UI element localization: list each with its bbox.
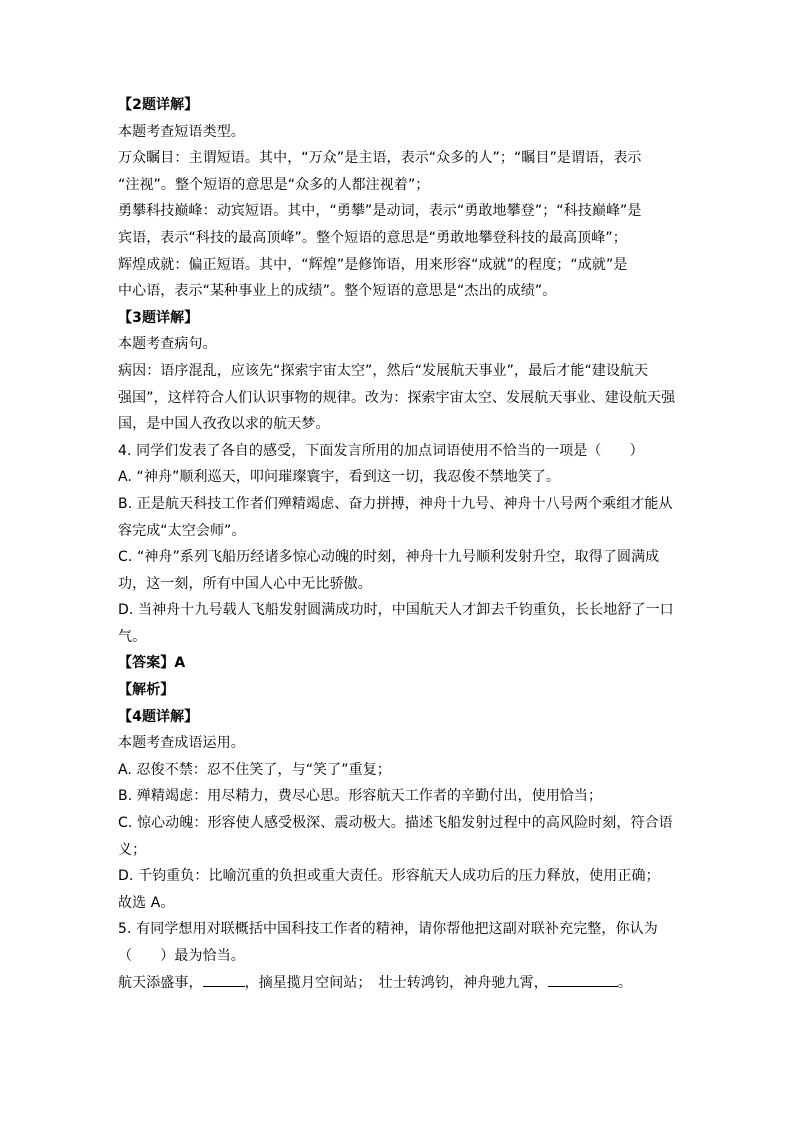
option-c-cont: 功，这一刻，所有中国人心中无比骄傲。 xyxy=(118,575,372,592)
question-5-stem: 5. 有同学想用对联概括中国科技工作者的精神，请你帮他把这副对联补充完整，你认为 xyxy=(118,921,658,938)
paragraph-line: 国，是中国人孜孜以求的航天梦。 xyxy=(118,416,330,433)
paragraph-line: 辉煌成就：偏正短语。其中，“辉煌”是修饰语，用来形容“成就”的程度；“成就”是 xyxy=(118,256,628,273)
paragraph-line: “注视”。整个短语的意思是“众多的人都注视着”； xyxy=(118,176,430,193)
paragraph-line: 本题考查成语运用。 xyxy=(118,735,245,752)
paragraph-line: C. 惊心动魄：形容使人感受极深、震动极大。描述飞船发射过程中的高风险时刻，符合语 xyxy=(118,815,673,832)
document-body xyxy=(118,92,678,996)
paragraph-line: 强国”，这样符合人们认识事物的规律。改为：探索宇宙太空、发展航天事业、建设航天强 xyxy=(118,389,676,406)
paragraph-line: 宾语，表示“科技的最高顶峰”。整个短语的意思是“勇敢地攀登科技的最高顶峰”； xyxy=(118,229,627,246)
paragraph-line: 病因：语序混乱，应该先“探索宇宙太空”，然后“发展航天事业”，最后才能“建设航天 xyxy=(118,362,649,379)
analysis-label: 【解析】 xyxy=(118,682,175,699)
option-c: C. “神舟”系列飞船历经诸多惊心动魄的时刻，神舟十九号顺利发射升空，取得了圆满成 xyxy=(118,549,660,566)
couplet-blank-1 xyxy=(203,972,245,987)
answer-label: 【答案】A xyxy=(118,655,186,672)
paragraph-line: 故选 A。 xyxy=(118,894,175,911)
question-4-stem: 4. 同学们发表了各自的感受，下面发言所用的加点词语使用不恰当的一项是（ ） xyxy=(118,442,644,459)
section-heading-4: 【4题详解】 xyxy=(118,708,199,725)
paragraph-line: 中心语，表示“某种事业上的成绩”。整个短语的意思是“杰出的成绩”。 xyxy=(118,283,557,300)
paragraph-line: A. 忍俊不禁：忍不住笑了，与“笑了”重复； xyxy=(118,761,391,778)
couplet-blank-2 xyxy=(548,972,618,987)
couplet-line xyxy=(118,970,678,997)
question-5-stem-cont: （ ）最为恰当。 xyxy=(118,948,245,964)
paragraph-line: 本题考查病句。 xyxy=(118,336,217,353)
paragraph-line: 本题考查短语类型。 xyxy=(118,123,245,140)
couplet-part-3: 。 xyxy=(617,974,632,991)
option-d: D. 当神舟十九号载人飞船发射圆满成功时，中国航天人才卸去千钧重负，长长地舒了一口 xyxy=(118,602,674,619)
couplet-part-2: ，摘星揽月空间站； 壮士转鸿钧，神舟驰九霄， xyxy=(244,974,548,991)
option-d-cont: 气。 xyxy=(118,628,147,645)
option-a: A. “神舟”顺利巡天，叩问璀璨寰宇，看到这一切，我忍俊不禁地笑了。 xyxy=(118,469,561,486)
paragraph-line: D. 千钧重负：比喻沉重的负担或重大责任。形容航天人成功后的压力释放，使用正确； xyxy=(118,868,660,885)
section-heading-3: 【3题详解】 xyxy=(118,309,199,326)
couplet-part-1: 航天添盛事， xyxy=(118,974,203,991)
option-b-cont: 容完成“太空会师”。 xyxy=(118,522,246,539)
paragraph-line: B. 殚精竭虑：用尽精力，费尽心思。形容航天工作者的辛勤付出，使用恰当； xyxy=(118,788,603,805)
paragraph-line: 万众瞩目：主谓短语。其中，“万众”是主语，表示“众多的人”；“瞩目”是谓语，表示 xyxy=(118,150,642,167)
paragraph-line: 勇攀科技巅峰：动宾短语。其中，“勇攀”是动词，表示“勇敢地攀登”；“科技巅峰”是 xyxy=(118,203,642,220)
paragraph-line: 义； xyxy=(118,841,147,858)
option-b: B. 正是航天科技工作者们殚精竭虑、奋力拼搏，神舟十九号、神舟十八号两个乘组才能从 xyxy=(118,495,673,512)
section-heading-2: 【2题详解】 xyxy=(118,97,199,113)
